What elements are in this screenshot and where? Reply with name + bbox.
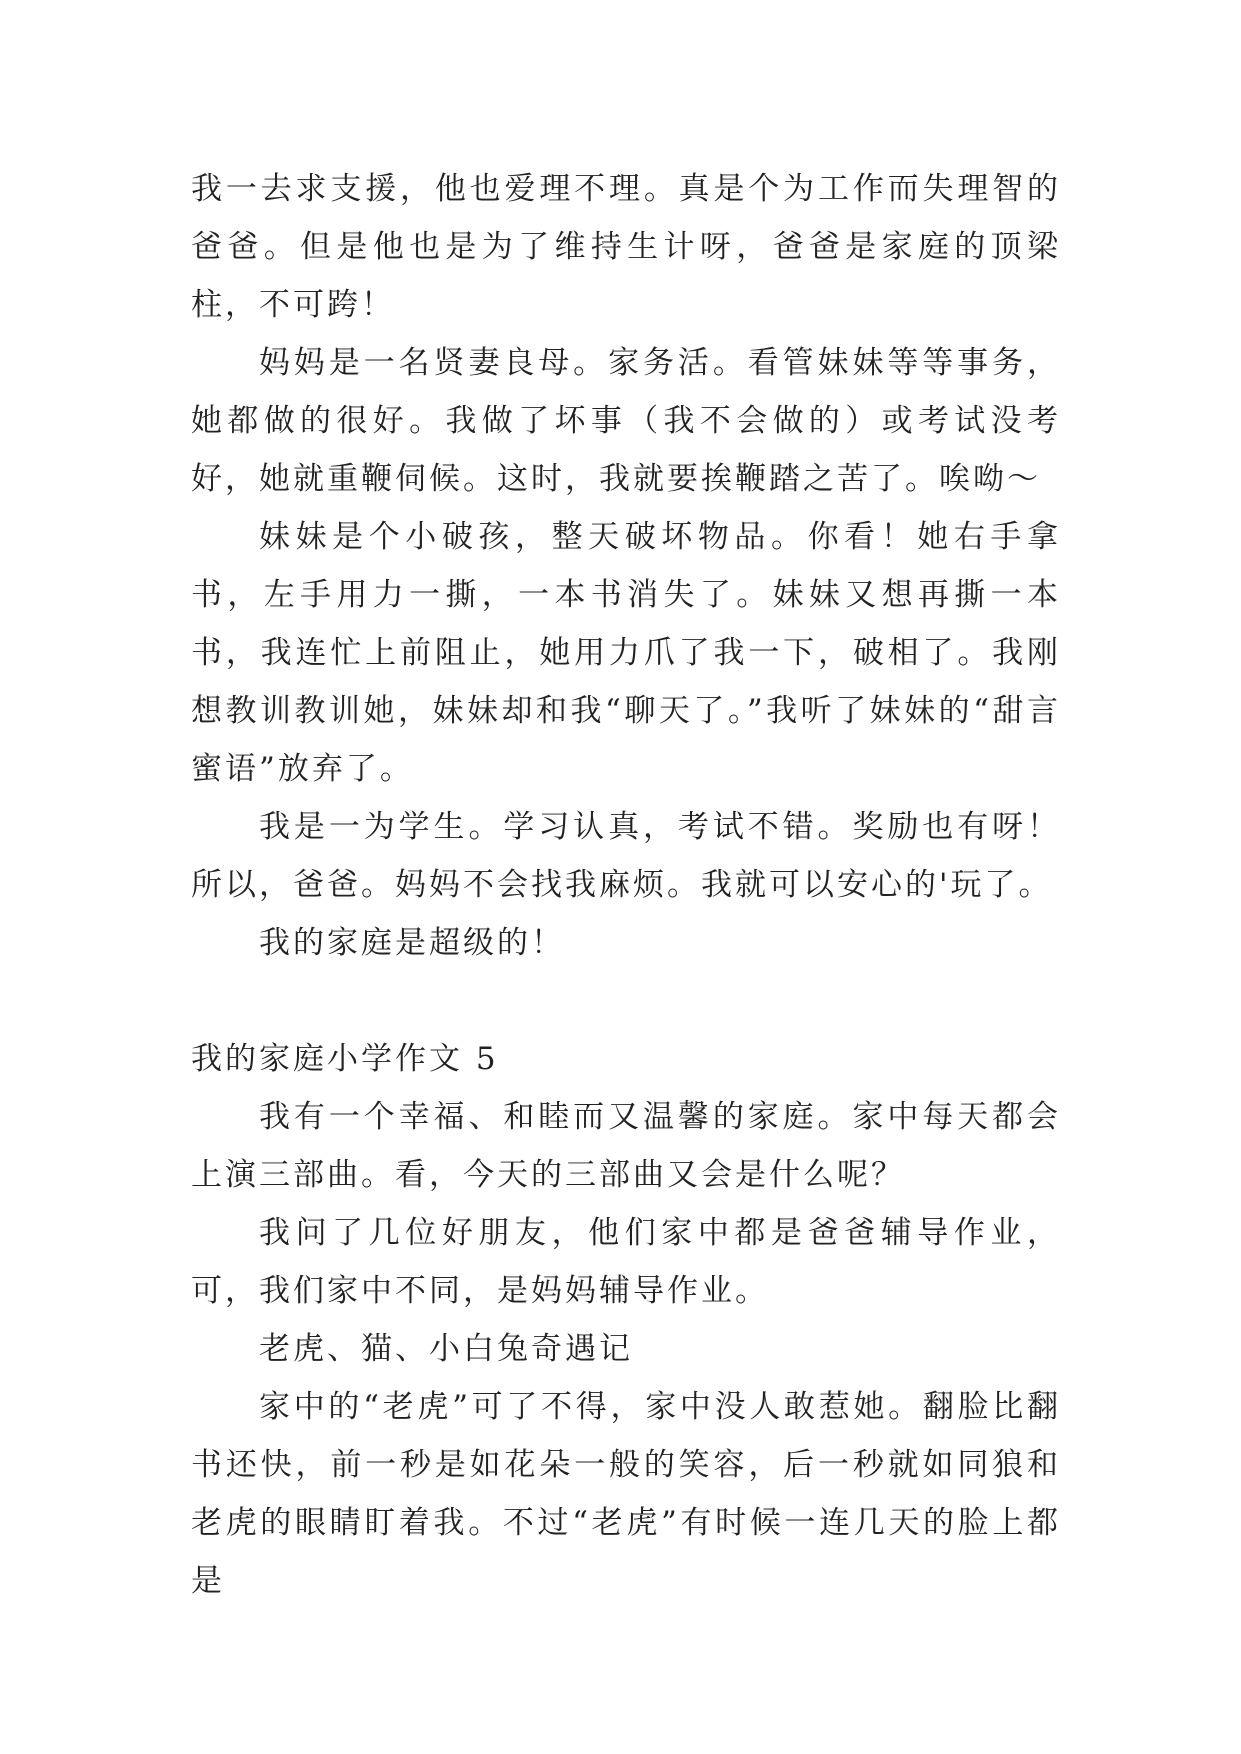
paragraph-8: 老虎、猫、小白兔奇遇记 <box>259 1331 633 1367</box>
paragraph-7: 我问了几位好朋友，他们家中都是爸爸辅导作业，可，我们家中不同，是妈妈辅导作业。 <box>191 1215 1061 1309</box>
document-body <box>191 160 1061 1610</box>
paragraph-5: 我的家庭是超级的！ <box>259 925 565 961</box>
section-spacer <box>191 972 1061 1030</box>
paragraph-4: 我是一为学生。学习认真，考试不错。奖励也有呀！所以，爸爸。妈妈不会找我麻烦。我就可以安心的'玩了。 <box>191 809 1061 903</box>
paragraph-1: 我一去求支援，他也爱理不理。真是个为工作而失理智的爸爸。但是他也是为了维持生计呀，爸爸是家庭的顶梁柱，不可跨！ <box>191 171 1061 323</box>
section-title: 我的家庭小学作文 5 <box>191 1041 499 1077</box>
paragraph-2: 妈妈是一名贤妻良母。家务活。看管妹妹等等事务，她都做的很好。我做了坏事（我不会做的）或考试没考好，她就重鞭伺候。这时，我就要挨鞭踏之苦了。唉呦～ <box>191 345 1061 497</box>
paragraph-9: 家中的“老虎”可了不得，家中没人敢惹她。翻脸比翻书还快，前一秒是如花朵一般的笑容，后一秒就如同狼和老虎的眼睛盯着我。不过“老虎”有时候一连几天的脸上都是 <box>191 1389 1061 1599</box>
paragraph-6: 我有一个幸福、和睦而又温馨的家庭。家中每天都会上演三部曲。看，今天的三部曲又会是什么呢？ <box>191 1099 1061 1193</box>
paragraph-3: 妹妹是个小破孩，整天破坏物品。你看！她右手拿书，左手用力一撕，一本书消失了。妹妹又想再撕一本书，我连忙上前阻止，她用力爪了我一下，破相了。我刚想教训教训她，妹妹却和我“聊天了。”我听了妹妹的“甜言蜜语”放弃了。 <box>191 519 1061 787</box>
